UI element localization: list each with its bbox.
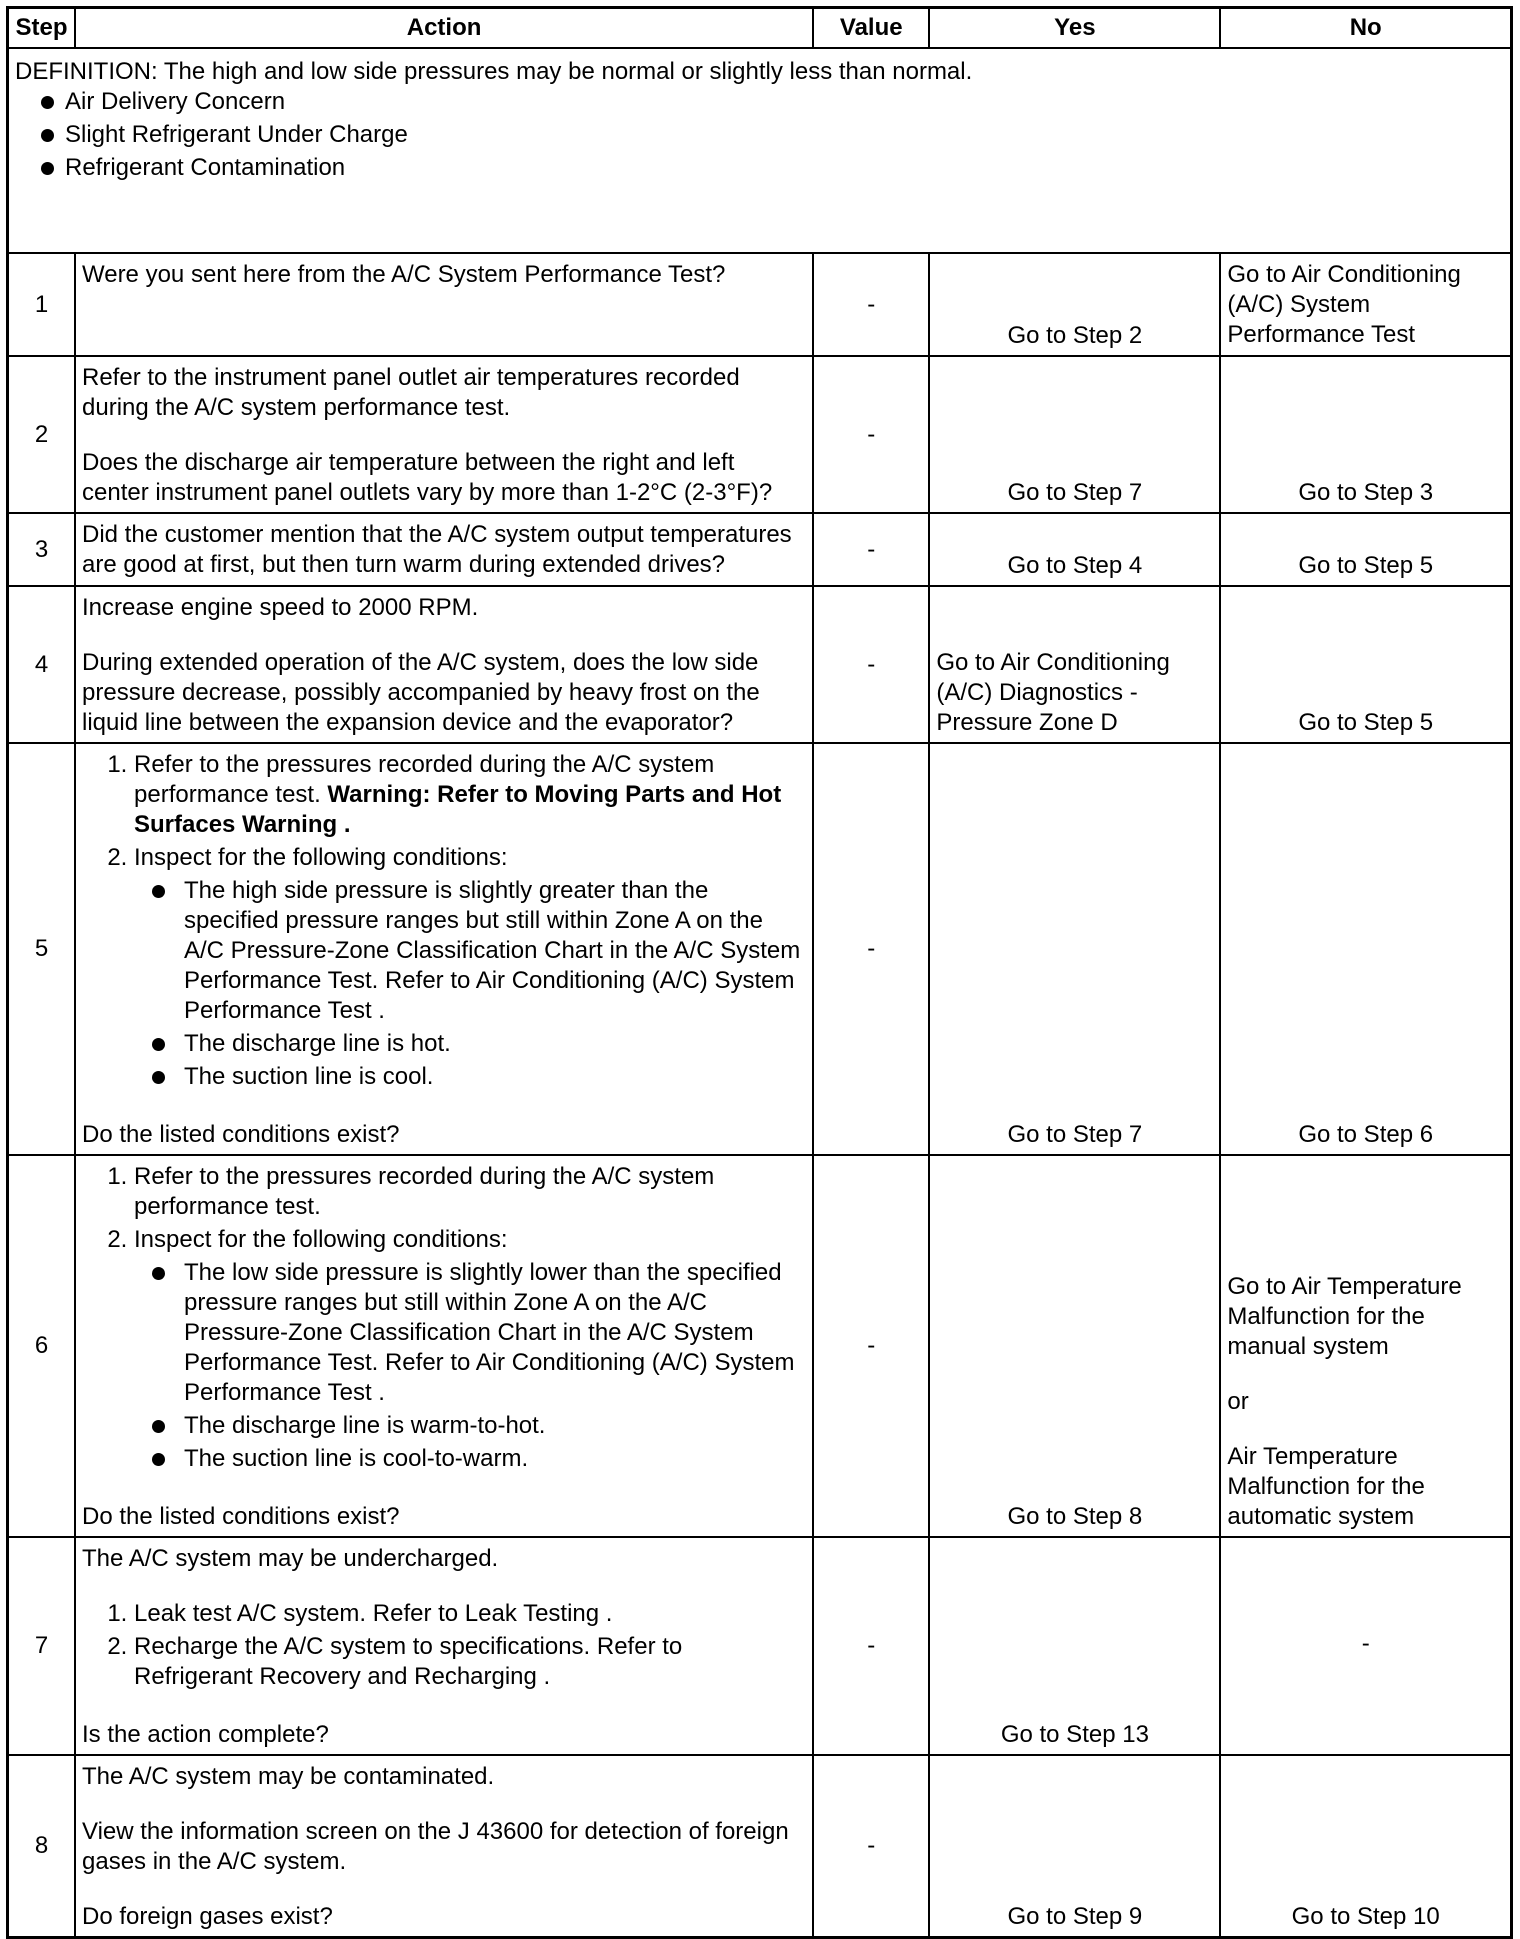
no-cell: Go to Step 5 — [1220, 586, 1511, 743]
no-cell: Go to Air Conditioning (A/C) System Performance Test — [1220, 253, 1511, 356]
action-question: Do the listed conditions exist? — [82, 1121, 400, 1148]
table-row — [8, 1755, 1512, 1938]
step-number: 6 — [8, 1155, 76, 1537]
condition-item: The suction line is cool. — [134, 1062, 806, 1092]
yes-cell: Go to Step 8 — [929, 1155, 1220, 1537]
value-cell: - — [813, 586, 929, 743]
table-row — [8, 586, 1512, 743]
action-question: Do foreign gases exist? — [82, 1903, 333, 1930]
no-header: No — [1220, 8, 1511, 49]
no-cell: Go to Step 6 — [1220, 743, 1511, 1155]
action-question: Do the listed conditions exist? — [82, 1503, 400, 1530]
action-steps — [82, 750, 806, 1092]
definition-text: DEFINITION: The high and low side pressures may be normal or slightly less than normal. — [15, 58, 973, 85]
action-question: Did the customer mention that the A/C system output temperatures are good at first, but then turn warm during extended drives? — [82, 521, 792, 578]
conditions-list — [134, 1258, 806, 1474]
action-step-item: 2. Recharge the A/C system to specifications. Refer to Refrigerant Recovery and Recharging . — [134, 1632, 806, 1692]
action-step-text: Inspect for the following conditions: — [134, 1226, 508, 1253]
action-detail: View the information screen on the J 43600 for detection of foreign gases in the A/C system. — [82, 1818, 789, 1875]
definition-item: Refrigerant Contamination — [15, 153, 1504, 183]
action-intro: Refer to the instrument panel outlet air temperatures recorded during the A/C system performance test. — [82, 364, 740, 421]
table-row — [8, 356, 1512, 513]
step-number: 1 — [8, 253, 76, 356]
action-question: During extended operation of the A/C system, does the low side pressure decrease, possibly accompanied by heavy frost on the liquid line between the expansion device and the evaporator? — [82, 649, 760, 736]
step-number: 3 — [8, 513, 76, 586]
action-cell — [75, 356, 813, 513]
warning-end: . — [337, 811, 351, 838]
action-question: Does the discharge air temperature between the right and left center instrument panel outlets vary by more than 1-2°C (2-3°F)? — [82, 449, 773, 506]
yes-cell: Go to Step 13 — [929, 1537, 1220, 1755]
yes-cell: Go to Step 4 — [929, 513, 1220, 586]
no-cell: Go to Step 5 — [1220, 513, 1511, 586]
value-cell: - — [813, 1537, 929, 1755]
value-cell: - — [813, 743, 929, 1155]
action-question: Is the action complete? — [82, 1721, 329, 1748]
step-number: 8 — [8, 1755, 76, 1938]
table-row — [8, 253, 1512, 356]
step-header: Step — [8, 8, 76, 49]
no-option-or: or — [1227, 1388, 1249, 1415]
action-cell — [75, 1755, 813, 1938]
action-steps — [82, 1599, 806, 1692]
step-number: 5 — [8, 743, 76, 1155]
definition-list — [15, 87, 1504, 183]
value-cell: - — [813, 1755, 929, 1938]
yes-cell: Go to Step 7 — [929, 743, 1220, 1155]
condition-item: The discharge line is hot. — [134, 1029, 806, 1059]
condition-item: The suction line is cool-to-warm. — [134, 1444, 806, 1474]
no-cell: - — [1220, 1537, 1511, 1755]
action-question: Were you sent here from the A/C System Performance Test? — [82, 261, 726, 288]
table-row — [8, 743, 1512, 1155]
no-option-automatic: Air Temperature Malfunction for the automatic system — [1227, 1443, 1425, 1530]
no-cell: Go to Step 10 — [1220, 1755, 1511, 1938]
yes-cell: Go to Step 7 — [929, 356, 1220, 513]
no-cell: Go to Step 3 — [1220, 356, 1511, 513]
definition-row — [8, 48, 1512, 253]
action-step-item — [134, 843, 806, 1092]
action-step-item: 1. Refer to the pressures recorded during the A/C system performance test. — [134, 1162, 806, 1222]
condition-item: The low side pressure is slightly lower than the specified pressure ranges but still within Zone A on the A/C Pressure-Zone Classification Chart in the A/C System Performance Test. Refer to Air Conditioning (A/C) System Performance Test . — [134, 1258, 806, 1408]
action-steps — [82, 1162, 806, 1474]
yes-cell: Go to Step 2 — [929, 253, 1220, 356]
action-cell — [75, 1537, 813, 1755]
value-cell: - — [813, 1155, 929, 1537]
header-row — [8, 8, 1512, 49]
action-intro: The A/C system may be contaminated. — [82, 1763, 495, 1790]
step-number: 4 — [8, 586, 76, 743]
action-step-text: Inspect for the following conditions: — [134, 844, 508, 871]
no-cell — [1220, 1155, 1511, 1537]
table-row — [8, 513, 1512, 586]
conditions-list — [134, 876, 806, 1092]
action-intro: Increase engine speed to 2000 RPM. — [82, 594, 479, 621]
step-number: 2 — [8, 356, 76, 513]
action-cell — [75, 743, 813, 1155]
no-option-manual: Go to Air Temperature Malfunction for the manual system — [1227, 1273, 1462, 1360]
action-cell — [75, 253, 813, 356]
action-step-text: Refer to the pressures recorded during the A/C system performance test. — [134, 751, 715, 808]
yes-header: Yes — [929, 8, 1220, 49]
step-number: 7 — [8, 1537, 76, 1755]
warning-link[interactable]: Warning: Refer to Moving Parts and Hot Surfaces Warning — [134, 781, 782, 838]
condition-item: The discharge line is warm-to-hot. — [134, 1411, 806, 1441]
value-cell: - — [813, 253, 929, 356]
action-header: Action — [75, 8, 813, 49]
condition-item: The high side pressure is slightly greater than the specified pressure ranges but still within Zone A on the A/C Pressure-Zone Classification Chart in the A/C System Performance Test. Refer to Air Conditioning (A/C) System Performance Test . — [134, 876, 806, 1026]
yes-cell: Go to Step 9 — [929, 1755, 1220, 1938]
yes-cell: Go to Air Conditioning (A/C) Diagnostics - Pressure Zone D — [929, 586, 1220, 743]
value-cell: - — [813, 356, 929, 513]
action-cell — [75, 586, 813, 743]
value-cell: - — [813, 513, 929, 586]
definition-item: Air Delivery Concern — [15, 87, 1504, 117]
value-header: Value — [813, 8, 929, 49]
table-row — [8, 1155, 1512, 1537]
action-step-item: 1. Leak test A/C system. Refer to Leak Testing . — [134, 1599, 806, 1629]
action-step-item — [134, 1225, 806, 1474]
action-intro: The A/C system may be undercharged. — [82, 1545, 499, 1572]
action-step-item — [134, 750, 806, 840]
definition-cell — [8, 48, 1512, 253]
definition-item: Slight Refrigerant Under Charge — [15, 120, 1504, 150]
action-cell — [75, 513, 813, 586]
diagnostic-table — [6, 6, 1513, 1939]
table-row — [8, 1537, 1512, 1755]
action-cell — [75, 1155, 813, 1537]
